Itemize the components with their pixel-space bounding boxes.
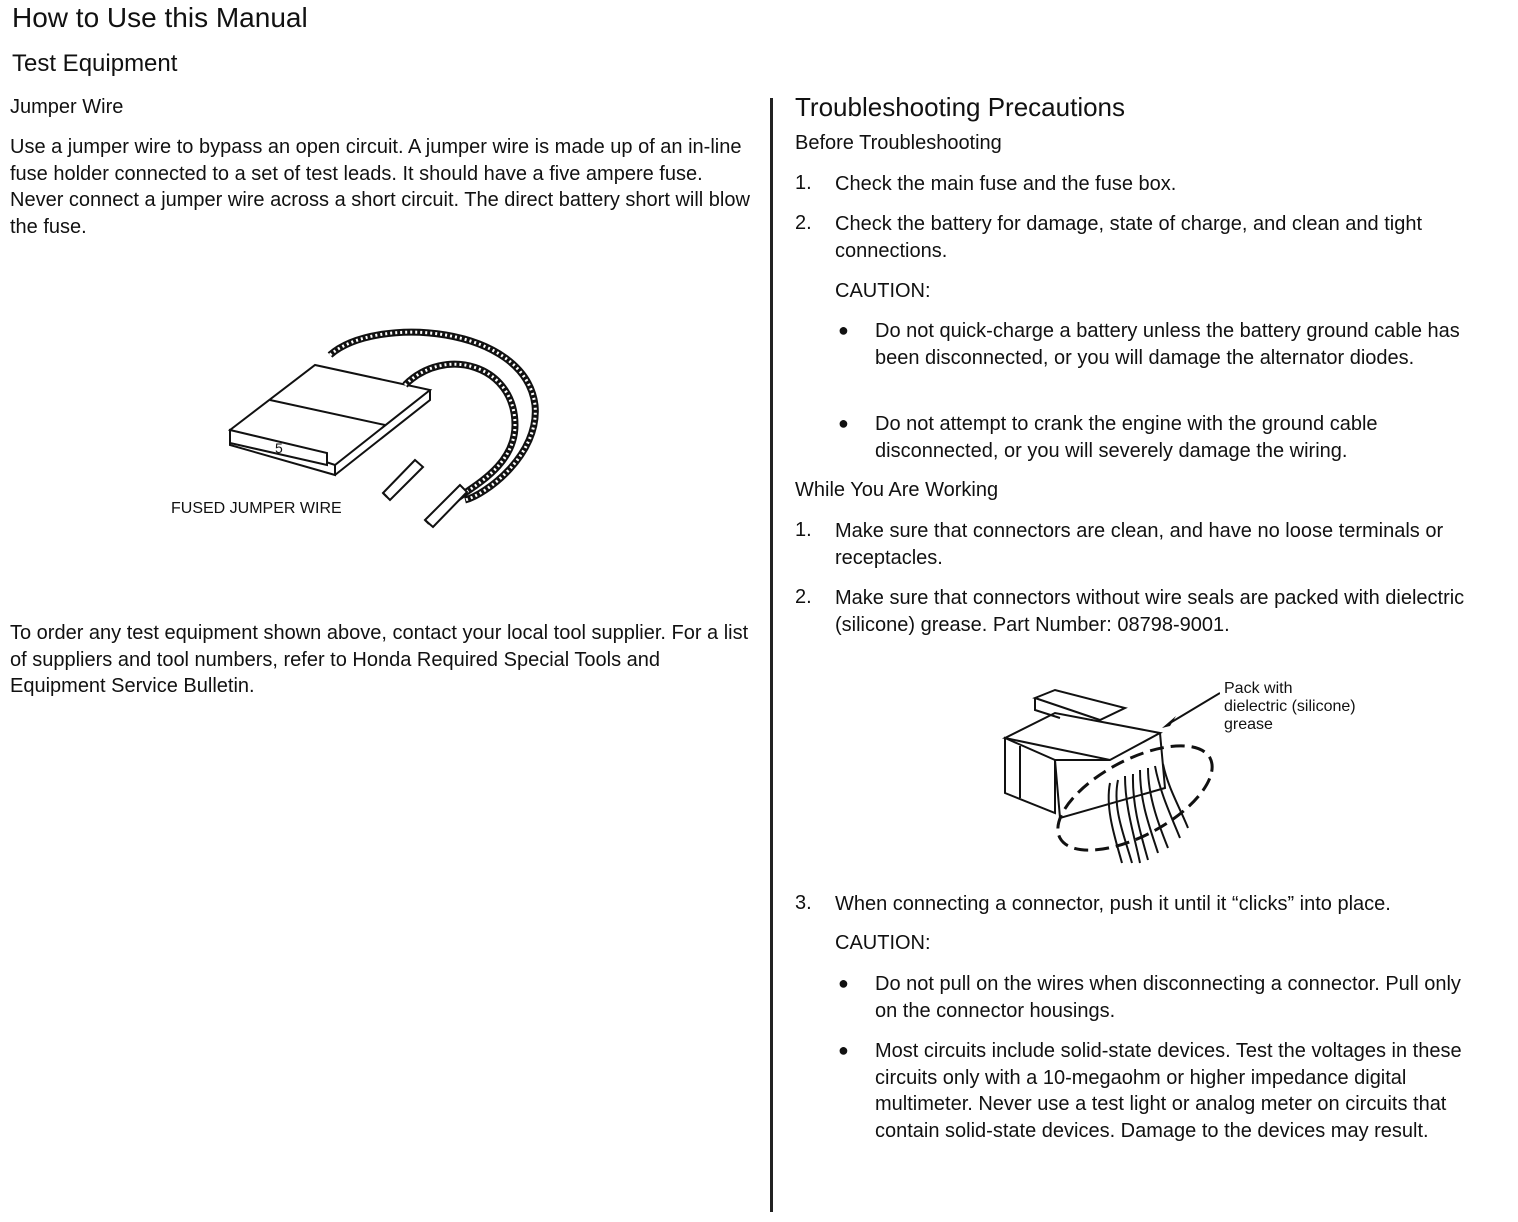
working-item-2: Make sure that connectors without wire seals are packed with dielectric (silicone) grease. Part Number: 08798-9001.	[835, 587, 1465, 636]
caution-label: CAUTION:	[835, 280, 931, 302]
order-equipment-paragraph: To order any test equipment shown above, contact your local tool supplier. For a list of suppliers and tool numbers, refer to Honda Required Special Tools and Equipment Service Bulletin.	[10, 622, 749, 698]
column-divider	[770, 98, 773, 1212]
working-item-3: When connecting a connector, push it until it “clicks” into place.	[835, 893, 1391, 915]
while-working-heading: While You Are Working	[795, 479, 999, 501]
grease-callout-line: grease	[1224, 716, 1273, 733]
page-title: How to Use this Manual	[12, 2, 308, 33]
item-number: 2.	[795, 212, 812, 234]
caution-bullet-2: Do not attempt to crank the engine with the ground cable disconnected, or you will severely damage the wiring.	[875, 413, 1378, 462]
before-troubleshooting-heading: Before Troubleshooting	[795, 132, 1002, 154]
item-number: 1.	[795, 519, 812, 541]
bullet-icon: ●	[838, 973, 849, 993]
connector-grease-illustration	[1000, 688, 1220, 866]
item-number: 2.	[795, 586, 812, 608]
grease-callout	[1224, 680, 1356, 734]
jumper-wire-paragraph: Use a jumper wire to bypass an open circuit. A jumper wire is made up of an in-line fuse holder connected to a set of test leads. It should have a five ampere fuse. Never connect a jumper wire across a short circuit. The direct battery short will blow the fuse.	[10, 136, 750, 238]
jumper-wire-heading: Jumper Wire	[10, 96, 124, 118]
bullet-icon: ●	[838, 320, 849, 340]
before-item-1: Check the main fuse and the fuse box.	[835, 173, 1177, 195]
caution-label: CAUTION:	[835, 932, 931, 954]
fuse-number-label: 5	[275, 440, 283, 456]
before-item-2: Check the battery for damage, state of charge, and clean and tight connections.	[835, 213, 1423, 262]
working-item-1: Make sure that connectors are clean, and have no loose terminals or receptacles.	[835, 520, 1444, 569]
caution2-bullet-1: Do not pull on the wires when disconnecting a connector. Pull only on the connector housings.	[875, 973, 1461, 1022]
section-title: Test Equipment	[12, 50, 178, 77]
bullet-icon: ●	[838, 1040, 849, 1060]
grease-callout-line: dielectric (silicone)	[1224, 698, 1356, 715]
bullet-icon: ●	[838, 413, 849, 433]
item-number: 1.	[795, 172, 812, 194]
grease-callout-line: Pack with	[1224, 680, 1293, 697]
caution-bullet-1: Do not quick-charge a battery unless the battery ground cable has been disconnected, or you will damage the alternator diodes.	[875, 320, 1460, 369]
item-number: 3.	[795, 892, 812, 914]
figure-label: FUSED JUMPER WIRE	[171, 500, 342, 517]
troubleshooting-heading: Troubleshooting Precautions	[795, 92, 1126, 122]
caution2-bullet-2: Most circuits include solid-state devices. Test the voltages in these circuits only with a 10-megaohm or higher impedance digital multimeter. Never use a test light or analog meter on circuits that contain solid-state devices. Damage to the devices may result.	[875, 1040, 1462, 1142]
